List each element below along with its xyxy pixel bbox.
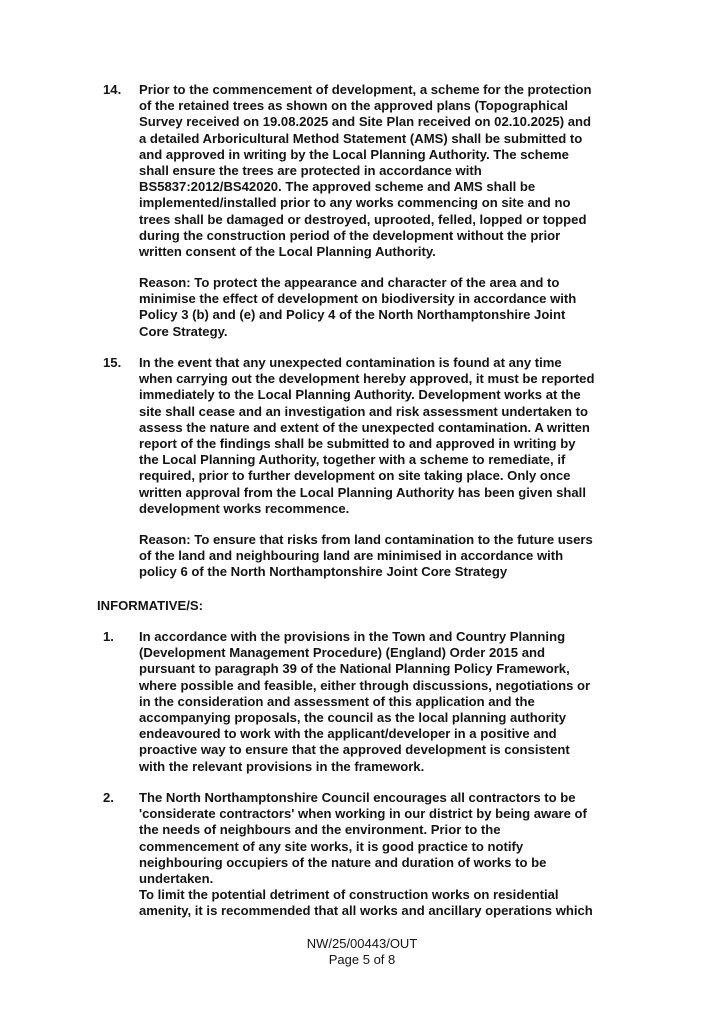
text-line: immediately to the Local Planning Authority. Development works at the (139, 387, 581, 403)
text-line: The North Northamptonshire Council encourages all contractors to be (139, 790, 576, 805)
text-line: In the event that any unexpected contamination is found at any time (139, 355, 562, 370)
text-line: trees shall be damaged or destroyed, uprooted, felled, lopped or topped (139, 211, 587, 227)
condition-number: 14. (103, 82, 122, 97)
page-number: Page 5 of 8 (328, 952, 396, 968)
informative-text (139, 790, 635, 920)
text-line: undertaken. (139, 871, 214, 887)
text-line: a detailed Arboricultural Method Statement (AMS) shall be submitted to (139, 130, 583, 146)
text-line: commencement of any site works, it is good practice to notify (139, 838, 524, 854)
condition-reason (139, 532, 635, 581)
text-line: policy 6 of the North Northamptonshire Joint Core Strategy (139, 564, 508, 580)
text-line: development works recommence. (139, 500, 350, 516)
informatives-heading: INFORMATIVE/S: (97, 598, 203, 613)
text-line: the Local Planning Authority, together with a scheme to remediate, if (139, 452, 566, 468)
informative-number: 2. (103, 790, 114, 805)
text-line: In accordance with the provisions in the Town and Country Planning (139, 629, 566, 644)
text-line: when carrying out the development hereby approved, it must be reported (139, 371, 595, 387)
informative-number: 1. (103, 629, 114, 644)
text-line: of the retained trees as shown on the approved plans (Topographical (139, 98, 569, 114)
text-line: BS5837:2012/BS42020. The approved scheme and AMS shall be (139, 179, 536, 195)
text-line: accompanying proposals, the council as the local planning authority (139, 710, 567, 726)
text-line: written consent of the Local Planning Authority. (139, 244, 436, 260)
text-line: shall ensure the trees are protected in accordance with (139, 163, 482, 179)
text-line: To limit the potential detriment of construction works on residential (139, 887, 559, 903)
text-line: Reason: To ensure that risks from land contamination to the future users (139, 532, 593, 547)
text-line: in the consideration and assessment of this application and the (139, 693, 535, 709)
page-footer (0, 936, 724, 969)
text-line: with the relevant provisions in the framework. (139, 758, 425, 774)
text-line: proactive way to ensure that the approved development is consistent (139, 742, 570, 758)
text-line: of the land and neighbouring land are minimised in accordance with (139, 548, 564, 564)
text-line: pursuant to paragraph 39 of the National Planning Policy Framework, (139, 661, 570, 677)
text-line: Policy 3 (b) and (e) and Policy 4 of the North Northamptonshire Joint (139, 307, 566, 323)
condition-text (139, 355, 635, 517)
condition-number: 15. (103, 355, 122, 370)
text-line: neighbouring occupiers of the nature and duration of works to be (139, 854, 547, 870)
text-line: assess the nature and extent of the unexpected contamination. A written (139, 419, 590, 435)
text-line: report of the findings shall be submitted to and approved in writing by (139, 436, 576, 452)
text-line: implemented/installed prior to any works commencing on site and no (139, 195, 571, 211)
text-line: minimise the effect of development on biodiversity in accordance with (139, 291, 577, 307)
text-line: amenity, it is recommended that all works and ancillary operations which (139, 903, 593, 919)
informative-text (139, 629, 635, 775)
document-reference: NW/25/00443/OUT (306, 936, 418, 951)
text-line: 'considerate contractors' when working in our district by being aware of (139, 806, 587, 822)
condition-reason (139, 275, 635, 340)
text-line: where possible and feasible, either through discussions, negotiations or (139, 677, 591, 693)
text-line: during the construction period of the development without the prior (139, 227, 561, 243)
text-line: Survey received on 19.08.2025 and Site Plan received on 02.10.2025) and (139, 114, 591, 130)
condition-text (139, 82, 635, 260)
text-line: site shall cease and an investigation and risk assessment undertaken to (139, 403, 588, 419)
text-line: Reason: To protect the appearance and character of the area and to (139, 275, 560, 290)
text-line: and approved in writing by the Local Planning Authority. The scheme (139, 146, 569, 162)
text-line: written approval from the Local Planning Authority has been given shall (139, 484, 586, 500)
text-line: Core Strategy. (139, 323, 228, 339)
text-line: the needs of neighbours and the environment. Prior to the (139, 822, 501, 838)
text-line: Prior to the commencement of development, a scheme for the protection (139, 82, 592, 97)
text-line: required, prior to further development on site taking place. Only once (139, 468, 571, 484)
text-line: endeavoured to work with the applicant/developer in a positive and (139, 726, 557, 742)
text-line: (Development Management Procedure) (England) Order 2015 and (139, 645, 545, 661)
